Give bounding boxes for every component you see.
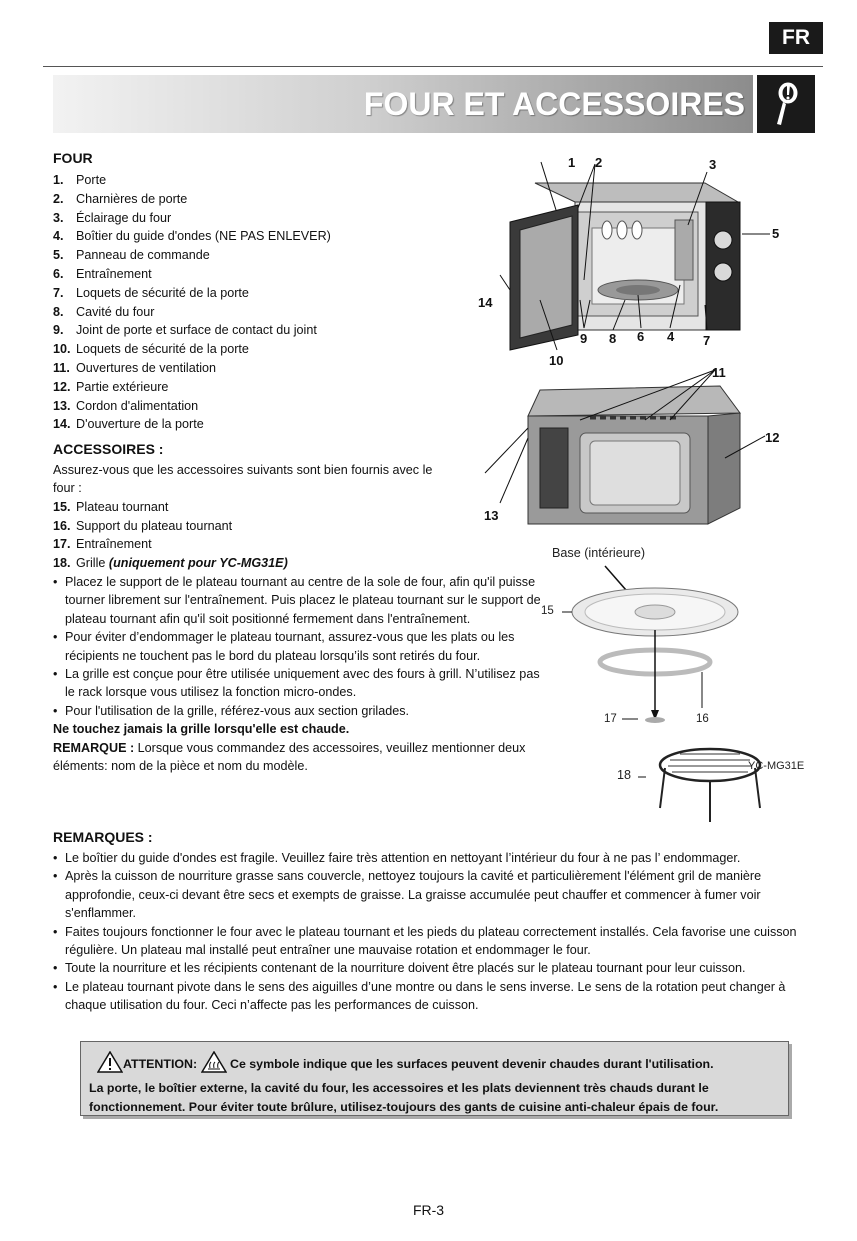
list-item (53, 321, 483, 340)
list-item (53, 265, 483, 284)
label-12: 12 (765, 430, 780, 445)
remark-text: Lorsque vous commandez des accessoires, veuillez mentionner deux éléments: nom de la pièce et nom du modèle. (53, 740, 526, 774)
item-number: 8. (53, 304, 64, 319)
item-label: Joint de porte et surface de contact du joint (76, 323, 317, 338)
item-number: 5. (53, 248, 64, 263)
label-9: 9 (580, 331, 588, 346)
item-number: 17. (53, 537, 71, 552)
label-4: 4 (667, 329, 675, 344)
item-number: 6. (53, 266, 64, 281)
attention-line-2: La porte, le boîtier externe, la cavité du four, les accessoires et les plats deviennent très chauds durant le fonctionnement. Pour éviter toute brûlure, utilisez-toujours des gants de cuisine anti-chaleur épais de four. (89, 1081, 719, 1114)
four-parts-list (53, 171, 483, 434)
bullet-item: • Pour l'utilisation de la grille, référez-vous aux section grilades. (53, 702, 543, 720)
item-note: (uniquement pour YC-MG31E) (108, 556, 288, 571)
page-title: FOUR ET ACCESSOIRES (363, 86, 745, 122)
item-label: Cavité du four (76, 304, 155, 319)
item-label: Entraînement (76, 537, 152, 552)
item-number: 11. (53, 360, 70, 375)
item-number: 16. (53, 518, 71, 533)
label-2: 2 (595, 155, 603, 170)
language-badge: FR (769, 22, 823, 54)
item-label: Loquets de sécurité de la porte (76, 342, 249, 357)
item-label: Support du plateau tournant (76, 518, 233, 533)
label-5: 5 (772, 226, 780, 241)
attention-box (80, 1041, 789, 1116)
accessoires-section (53, 440, 543, 775)
item-label: D'ouverture de la porte (76, 417, 204, 432)
item-number: 14. (53, 417, 71, 432)
list-item (53, 517, 543, 536)
label-10: 10 (549, 353, 564, 368)
item-label: Partie extérieure (76, 379, 169, 394)
item-number: 15. (53, 499, 71, 514)
list-item (53, 359, 483, 378)
item-label: Charnières de porte (76, 191, 188, 206)
item-label: Loquets de sécurité de la porte (76, 285, 249, 300)
bullet-item: • Pour éviter d’endommager le plateau tournant, assurez-vous que les plats ou les récipients ne touchent pas le bord du plateau lorsqu’ils sont retirés du four. (53, 628, 543, 665)
item-label: Entraînement (76, 266, 152, 281)
label-7: 7 (703, 333, 711, 348)
label-17: 17 (604, 713, 617, 725)
item-number: 9. (53, 323, 64, 338)
item-number: 13. (53, 398, 71, 413)
attention-label: ATTENTION: (123, 1057, 198, 1071)
title-banner (53, 75, 753, 133)
attention-line-1 (97, 1051, 780, 1079)
bullet-item: • Le boîtier du guide d'ondes est fragile. Veuillez faire très attention en nettoyant l’intérieur du four à ne pas l’ endommager. (53, 849, 813, 867)
label-14: 14 (478, 295, 493, 310)
attention-line1-text: Ce symbole indique que les surfaces peuvent devenir chaudes durant l'utilisation. (226, 1057, 714, 1071)
label-3: 3 (709, 157, 717, 172)
item-label: Plateau tournant (76, 499, 169, 514)
accessories-illustration (540, 560, 820, 830)
accessoires-remark (53, 739, 533, 776)
item-number: 10. (53, 342, 71, 357)
item-number: 4. (53, 229, 64, 244)
list-item (53, 378, 483, 397)
oven-front-illustration (480, 150, 790, 370)
warning-triangle-icon (97, 1051, 123, 1079)
bullet-item: • Le plateau tournant pivote dans le sens des aiguilles d’une montre ou dans le sens inverse. Le sens de la rotation peut changer à chaque utilisation du four. Ceci n’affecte pas les performances de cuisson. (53, 978, 813, 1015)
remarques-heading: REMARQUES : (53, 829, 153, 845)
item-label: Boîtier du guide d'ondes (NE PAS ENLEVER) (76, 229, 331, 244)
list-item (53, 171, 483, 190)
accessoires-heading: ACCESSOIRES : (53, 441, 164, 457)
item-number: 7. (53, 285, 64, 300)
page-number: FR-3 (412, 1202, 445, 1218)
oven-back-illustration (480, 368, 790, 528)
label-18: 18 (617, 768, 632, 782)
label-8: 8 (609, 331, 617, 346)
label-1: 1 (568, 155, 576, 170)
four-section (53, 149, 483, 434)
hot-surface-icon (201, 1051, 227, 1079)
item-label: Ouvertures de ventilation (76, 360, 217, 375)
model-label: YC-MG31E (748, 760, 805, 772)
item-label: Cordon d'alimentation (76, 398, 199, 413)
list-item (53, 227, 483, 246)
list-item (53, 303, 483, 322)
item-number: 3. (53, 210, 64, 225)
top-divider (43, 66, 823, 67)
base-label: Base (intérieure) (552, 546, 646, 560)
accessoires-intro: Assurez-vous que les accessoires suivants sont bien fournis avec le four : (53, 463, 433, 496)
list-item (53, 190, 483, 209)
list-item (53, 246, 483, 265)
item-label: Grille (76, 556, 106, 571)
label-16: 16 (696, 713, 709, 725)
list-item (53, 498, 543, 517)
info-magnifier-icon (757, 75, 815, 133)
item-number: 2. (53, 191, 64, 206)
remarques-bullets (53, 849, 813, 1015)
list-item (53, 284, 483, 303)
bullet-item: • Après la cuisson de nourriture grasse sans couvercle, nettoyez toujours la cavité et particulièrement l'élément gril de manière approfondie, ceux-ci devant être secs et exempts de graisse. La graisse accumulée peut chauffer et commencer à fumer voir s'enflammer. (53, 867, 813, 922)
remark-label: REMARQUE : (53, 740, 135, 755)
item-number: 1. (53, 173, 64, 187)
item-number: 12. (53, 379, 71, 394)
list-item (53, 209, 483, 228)
label-6: 6 (637, 329, 645, 344)
label-11: 11 (712, 365, 726, 380)
bullet-item: • La grille est conçue pour être utilisée uniquement avec des fours à grill. N’utilisez pas le rack lorsque vous utilisez la fonction micro-ondes. (53, 665, 543, 702)
four-heading: FOUR (53, 150, 93, 166)
bullet-item: • Toute la nourriture et les récipients contenant de la nourriture doivent être placés sur le plateau tournant pour leur cuisson. (53, 959, 813, 977)
list-item (53, 397, 483, 416)
list-item (53, 554, 543, 573)
item-number: 18. (53, 556, 71, 571)
list-item (53, 415, 483, 434)
remarques-section (53, 828, 813, 1015)
label-15: 15 (541, 605, 554, 617)
bullet-item: • Placez le support de le plateau tournant au centre de la sole de four, afin qu'il puisse tourner librement sur l'entraînement. Puis placez le plateau tournant sur le support de plateau tournant afin qu'il soit positionné fermement dans l'entraînement. (53, 573, 543, 628)
item-label: Panneau de commande (76, 248, 210, 263)
grill-warning: Ne touchez jamais la grille lorsqu'elle est chaude. (53, 722, 350, 737)
list-item (53, 340, 483, 359)
item-label: Porte (76, 173, 107, 187)
item-label: Éclairage du four (76, 210, 172, 225)
accessoires-bullets (53, 573, 543, 720)
label-13: 13 (484, 508, 499, 523)
list-item (53, 535, 543, 554)
bullet-item: • Faites toujours fonctionner le four avec le plateau tournant et les pieds du plateau correctement installés. Cela favorise une cuisson régulière. Un plateau mal installé peut entraîner une mauvaise rotation et endommager le four. (53, 923, 813, 960)
accessoires-list (53, 498, 543, 573)
